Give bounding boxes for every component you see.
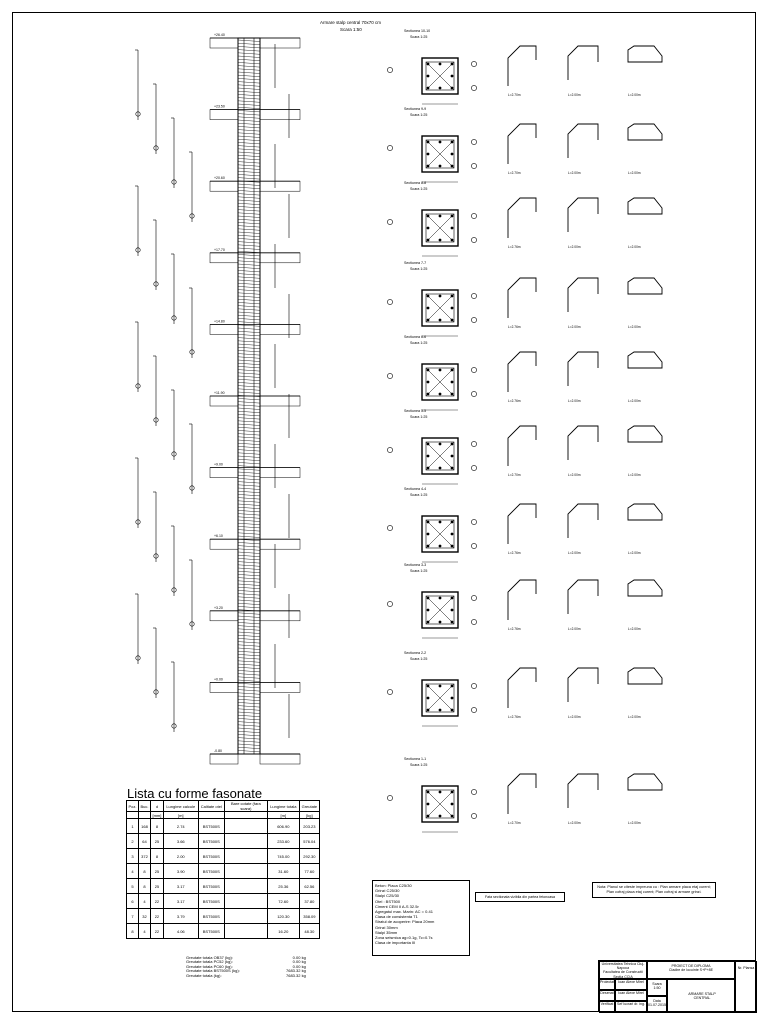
bar-shape xyxy=(628,278,662,329)
drawing-scale: Scara 1:50 xyxy=(340,27,362,32)
table-cell: 64 xyxy=(138,834,150,849)
level-label: +6.10 xyxy=(214,534,223,539)
table-cell: 3.90 xyxy=(163,864,198,879)
section-name: Sectiunea 6-6 xyxy=(404,335,427,339)
table-cell: 606.90 xyxy=(267,819,299,834)
bar-length: L=2.00m xyxy=(568,627,581,631)
table-cell: 25 xyxy=(150,834,163,849)
bar-length: L=2.00m xyxy=(568,551,581,555)
bar-length: L=2.70m xyxy=(508,171,521,175)
bar-shape xyxy=(508,46,536,97)
lista-unit xyxy=(127,812,139,819)
bar-shape xyxy=(508,774,536,825)
lista-unit xyxy=(198,812,224,819)
section-scale: Scara 1:25 xyxy=(410,35,428,39)
table-cell: BST500S xyxy=(198,849,224,864)
floor-level xyxy=(210,606,300,621)
bar-shape xyxy=(628,668,662,719)
project-subject: Cladire de locuinte S+P+8E xyxy=(668,968,714,973)
table-cell: 25.36 xyxy=(267,879,299,894)
bar-shape xyxy=(568,352,598,403)
bar-shape xyxy=(568,580,598,631)
total-value: 0.00 kg xyxy=(292,959,306,965)
lista-unit: [m] xyxy=(267,812,299,819)
table-cell: 2 xyxy=(127,834,139,849)
floor-levels xyxy=(210,33,300,764)
table-row xyxy=(127,819,320,834)
table-cell: 3 xyxy=(127,849,139,864)
level-label: +9.00 xyxy=(214,462,223,467)
table-cell xyxy=(224,834,267,849)
bar-shape xyxy=(508,278,536,329)
table-cell xyxy=(224,924,267,939)
longitudinal-bars xyxy=(135,44,289,738)
table-cell: BST500S xyxy=(198,879,224,894)
bar-length: L=2.00m xyxy=(568,715,581,719)
table-cell: 32 xyxy=(138,909,150,924)
total-value: 0.00 kg xyxy=(292,955,306,960)
table-cell xyxy=(224,849,267,864)
material-line: Ciment CEM II A-S 32.5r xyxy=(375,903,419,909)
section-name: Sectiunea 1-1 xyxy=(404,757,427,761)
role-2: Desenat xyxy=(599,990,615,1001)
bar-length: L=2.00m xyxy=(628,627,641,631)
lista-unit xyxy=(224,812,267,819)
section-name: Sectiunea 8-8 xyxy=(404,181,427,185)
bar-shape xyxy=(568,504,598,555)
lista-unit xyxy=(138,812,150,819)
table-cell: 358.09 xyxy=(299,909,319,924)
table-cell: 6 xyxy=(127,894,139,909)
bar-shape xyxy=(568,774,598,825)
table-cell: 120.30 xyxy=(267,909,299,924)
table-row xyxy=(127,894,320,909)
section-scale: Scara 1:25 xyxy=(410,493,428,497)
table-cell: 4 xyxy=(127,864,139,879)
bar-shape xyxy=(628,198,662,249)
bar-schedule-table xyxy=(126,800,320,939)
section-scale: Scara 1:25 xyxy=(410,657,428,661)
bar-length: L=2.70m xyxy=(508,821,521,825)
bar-shape xyxy=(628,504,662,555)
tb-project xyxy=(647,961,735,979)
bar-length: L=2.70m xyxy=(508,473,521,477)
bar-length: L=2.70m xyxy=(508,93,521,97)
section-scale: Scara 1:25 xyxy=(410,763,428,767)
section-name: Sectiunea 5-5 xyxy=(404,409,427,413)
total-value: 7683.32 kg xyxy=(286,972,306,978)
bar-length: L=2.00m xyxy=(628,93,641,97)
floor-level xyxy=(210,105,300,120)
bar-length: L=2.76m xyxy=(508,715,521,719)
total-label: Greutate totala OB37 (kg): xyxy=(186,955,233,960)
table-cell: 62.56 xyxy=(299,879,319,894)
section-scale: Scara 1:25 xyxy=(410,415,428,419)
table-cell: 372 xyxy=(138,849,150,864)
table-cell xyxy=(224,864,267,879)
bar-shape xyxy=(628,580,662,631)
section-scale: Scara 1:25 xyxy=(410,113,428,117)
floor-level xyxy=(210,176,300,191)
title-block xyxy=(598,960,756,1012)
table-cell: 576.04 xyxy=(299,834,319,849)
table-cell: 7 xyxy=(127,909,139,924)
role-1: Proiectat xyxy=(599,979,615,990)
total-label: Greutate totala BST500S (kg): xyxy=(186,968,240,974)
bar-length: L=2.00m xyxy=(568,245,581,249)
table-cell: BST500S xyxy=(198,894,224,909)
tb-sheet-title xyxy=(667,979,735,1013)
materials-box xyxy=(372,880,470,956)
table-cell xyxy=(224,879,267,894)
lista-unit: [kg] xyxy=(299,812,319,819)
lista-title: Lista cu forme fasonate xyxy=(127,786,263,801)
section-5 xyxy=(387,409,662,484)
section-9 xyxy=(387,107,662,182)
table-cell: 8 xyxy=(138,879,150,894)
totals-labels xyxy=(186,956,240,978)
section-name: Sectiunea 2-2 xyxy=(404,651,427,655)
table-cell: 22 xyxy=(150,924,163,939)
bar-shape xyxy=(508,426,536,477)
section-6 xyxy=(387,335,662,410)
total-label: Greutate totala PC52 (kg): xyxy=(186,959,233,965)
table-cell: 22 xyxy=(150,909,163,924)
total-label: Greutate totala (kg): xyxy=(186,972,222,978)
level-label: +0.00 xyxy=(214,677,223,682)
level-label: -0.80 xyxy=(214,749,222,753)
lista-header: Lungime calcule xyxy=(163,801,198,812)
section-scale: Scara 1:25 xyxy=(410,569,428,573)
material-line: Stalpi 35mm xyxy=(375,929,398,935)
section-7 xyxy=(387,261,662,336)
table-cell: 292.30 xyxy=(299,849,319,864)
table-cell: 77.60 xyxy=(299,864,319,879)
bar-shape xyxy=(568,124,598,175)
lista-header: Bare cotate (fara scara) xyxy=(224,801,267,812)
bar-length: L=2.76m xyxy=(508,399,521,403)
table-cell xyxy=(224,819,267,834)
table-cell: 3.17 xyxy=(163,879,198,894)
table-cell: 3.79 xyxy=(163,909,198,924)
bar-shape xyxy=(508,580,536,631)
table-cell xyxy=(224,909,267,924)
lista-header: Greutate xyxy=(299,801,319,812)
name-3: Sef lucrari dr. ing. xyxy=(615,1001,647,1013)
table-cell: 37.80 xyxy=(299,894,319,909)
material-line: Stalpi C25/30 xyxy=(375,893,400,899)
lista-unit: [m] xyxy=(163,812,198,819)
table-cell: 72.60 xyxy=(267,894,299,909)
bar-length: L=2.00m xyxy=(568,821,581,825)
section-name: Sectiunea 9-9 xyxy=(404,107,427,111)
bar-length: L=2.00m xyxy=(568,325,581,329)
table-cell: 4 xyxy=(138,924,150,939)
table-cell: 4 xyxy=(138,894,150,909)
scale-label: Scara xyxy=(652,982,662,986)
tb-university xyxy=(599,961,647,979)
bar-shape xyxy=(508,352,536,403)
bar-length: L=2.00m xyxy=(628,399,641,403)
bar-length: L=2.00m xyxy=(628,821,641,825)
date-value: 01.07.2015 xyxy=(648,1003,666,1008)
total-label: Greutate totala PC60 (kg): xyxy=(186,963,233,969)
material-line: Grinzi 30mm xyxy=(375,924,398,930)
bar-length: L=2.76m xyxy=(508,325,521,329)
table-cell: 2.74 xyxy=(163,819,198,834)
bar-shape xyxy=(628,774,662,825)
lista-header: Buc. xyxy=(138,801,150,812)
table-cell: 2.00 xyxy=(163,849,198,864)
material-line: Clasa de consistenta T1 xyxy=(375,914,418,920)
section-2 xyxy=(387,651,662,726)
bar-shape xyxy=(628,46,662,97)
university-name: Universitatea Tehnica Cluj-Napoca xyxy=(601,962,645,971)
bar-shape xyxy=(508,504,536,555)
table-cell: 203.23 xyxy=(299,819,319,834)
section-scale: Scara 1:25 xyxy=(410,341,428,345)
section-4 xyxy=(387,487,662,562)
material-line: Grinzi C25/30 xyxy=(375,888,400,894)
bar-length: L=2.76m xyxy=(508,627,521,631)
table-cell: 31.60 xyxy=(267,864,299,879)
table-cell xyxy=(224,894,267,909)
table-cell: 1 xyxy=(127,819,139,834)
table-cell: 3.17 xyxy=(163,894,198,909)
bar-length: L=2.00m xyxy=(628,473,641,477)
bar-length: L=2.00m xyxy=(568,473,581,477)
cross-sections xyxy=(387,29,662,832)
bar-length: L=2.76m xyxy=(508,551,521,555)
material-line: Stratul de acoperire: Placa 20mm xyxy=(375,919,435,925)
table-row xyxy=(127,849,320,864)
plan-number-label: Nr. Plansa xyxy=(737,966,755,970)
bar-shape xyxy=(628,352,662,403)
bar-shape xyxy=(568,668,598,719)
drawing-title: Armare stalp central 70x70 cm xyxy=(320,20,382,25)
section-10 xyxy=(387,29,662,104)
bar-length: L=2.00m xyxy=(628,325,641,329)
bar-shape xyxy=(568,426,598,477)
bar-shape xyxy=(568,198,598,249)
name-2: Ioan Alexe Mirel xyxy=(615,990,647,1001)
level-label: +3.20 xyxy=(214,605,223,610)
section-name: Sectiunea 3-3 xyxy=(404,563,427,567)
table-cell: 8 xyxy=(127,924,139,939)
role-3: Verificat xyxy=(599,1001,615,1013)
project-type: PROIECT DE DIPLOMA xyxy=(671,964,711,968)
floor-level xyxy=(210,248,300,263)
material-line: Zona seismica ag=0.1g, Tc=0.7s xyxy=(375,935,433,941)
floor-level xyxy=(210,33,300,48)
table-cell: 8 xyxy=(138,864,150,879)
lista-header: Calitate otel xyxy=(198,801,224,812)
table-cell: 8 xyxy=(150,849,163,864)
floor-level xyxy=(210,749,300,764)
table-cell: 4.06 xyxy=(163,924,198,939)
section-name: Sectiunea 4-4 xyxy=(404,487,427,491)
table-cell: BST500S xyxy=(198,834,224,849)
table-cell: BST500S xyxy=(198,909,224,924)
level-label: +26.40 xyxy=(214,33,225,37)
bar-length: L=2.00m xyxy=(568,399,581,403)
table-cell: 22 xyxy=(150,894,163,909)
material-line: Beton: Placa C25/30 xyxy=(375,883,412,888)
table-cell: BST500S xyxy=(198,924,224,939)
table-cell: 25 xyxy=(150,864,163,879)
tb-scale xyxy=(647,979,667,996)
bar-length: L=2.00m xyxy=(628,245,641,249)
bar-length: L=2.76m xyxy=(508,245,521,249)
material-line: Agregatul max. Marin: AC = 0.41 xyxy=(375,909,433,915)
table-cell: 8 xyxy=(150,819,163,834)
specialization-name: Sectia CCIA xyxy=(613,974,633,979)
bar-shape xyxy=(508,668,536,719)
table-cell: BST500S xyxy=(198,864,224,879)
table-cell: 745.00 xyxy=(267,849,299,864)
name-1: Ioan Alexe Mirel xyxy=(615,979,647,990)
level-label: +20.60 xyxy=(214,176,225,181)
bar-shape xyxy=(508,124,536,175)
table-row xyxy=(127,924,320,939)
bar-length: L=2.00m xyxy=(628,715,641,719)
table-cell: 48.30 xyxy=(299,924,319,939)
material-line: Otel : BST500 xyxy=(375,898,401,904)
section-note: Fata sectionata vizibila din partea fetonoasa xyxy=(475,892,565,902)
floor-level xyxy=(210,677,300,692)
table-cell: 168 xyxy=(138,819,150,834)
table-cell: BST500S xyxy=(198,819,224,834)
section-scale: Scara 1:25 xyxy=(410,187,428,191)
table-row xyxy=(127,834,320,849)
section-name: Sectiunea 7-7 xyxy=(404,261,427,265)
lista-header: Lungime totala xyxy=(267,801,299,812)
faculty-name: Facultatea de Constructii xyxy=(603,970,643,975)
general-note: Nota: Planul se citeste impreuna cu : Plan armare placa etaj curent; Plan cofraj placa etaj curent; Plan cofraj si armare grinzi. xyxy=(592,882,716,898)
bar-shape xyxy=(628,124,662,175)
table-row xyxy=(127,879,320,894)
bar-shape xyxy=(508,198,536,249)
level-label: +14.80 xyxy=(214,319,225,324)
tb-plan-number xyxy=(735,961,757,1013)
bar-shape xyxy=(568,278,598,329)
table-cell: 25 xyxy=(150,879,163,894)
date-label: Data xyxy=(653,999,661,1003)
floor-level xyxy=(210,319,300,334)
lista-header: d xyxy=(150,801,163,812)
table-cell: 3.66 xyxy=(163,834,198,849)
sheet-title: ARMARE STALP CENTRAL xyxy=(688,992,716,1001)
bar-length: L=2.00m xyxy=(628,551,641,555)
bar-shape xyxy=(628,426,662,477)
lista-header: Poz. xyxy=(127,801,139,812)
level-label: +23.50 xyxy=(214,104,225,109)
section-1 xyxy=(387,757,662,832)
bar-length: L=2.00m xyxy=(568,93,581,97)
material-line: Clasa de importanta III xyxy=(375,940,416,946)
scale-value: 1:50 xyxy=(653,986,661,991)
level-label: +11.90 xyxy=(214,391,225,395)
total-value: 0.00 kg xyxy=(292,963,306,969)
section-name: Sectiunea 10-10 xyxy=(404,29,431,33)
table-cell: 5 xyxy=(127,879,139,894)
level-label: +17.70 xyxy=(214,247,225,252)
totals-values xyxy=(286,956,306,978)
table-cell: 16.20 xyxy=(267,924,299,939)
section-scale: Scara 1:25 xyxy=(410,267,428,271)
section-3 xyxy=(387,563,662,638)
table-row xyxy=(127,909,320,924)
table-cell: 233.60 xyxy=(267,834,299,849)
section-8 xyxy=(387,181,662,256)
total-value: 7683.32 kg xyxy=(286,968,306,974)
bar-length: L=2.00m xyxy=(628,171,641,175)
bar-length: L=2.00m xyxy=(568,171,581,175)
bar-shape xyxy=(568,46,598,97)
table-row xyxy=(127,864,320,879)
lista-unit: [mm] xyxy=(150,812,163,819)
tb-date xyxy=(647,996,667,1013)
